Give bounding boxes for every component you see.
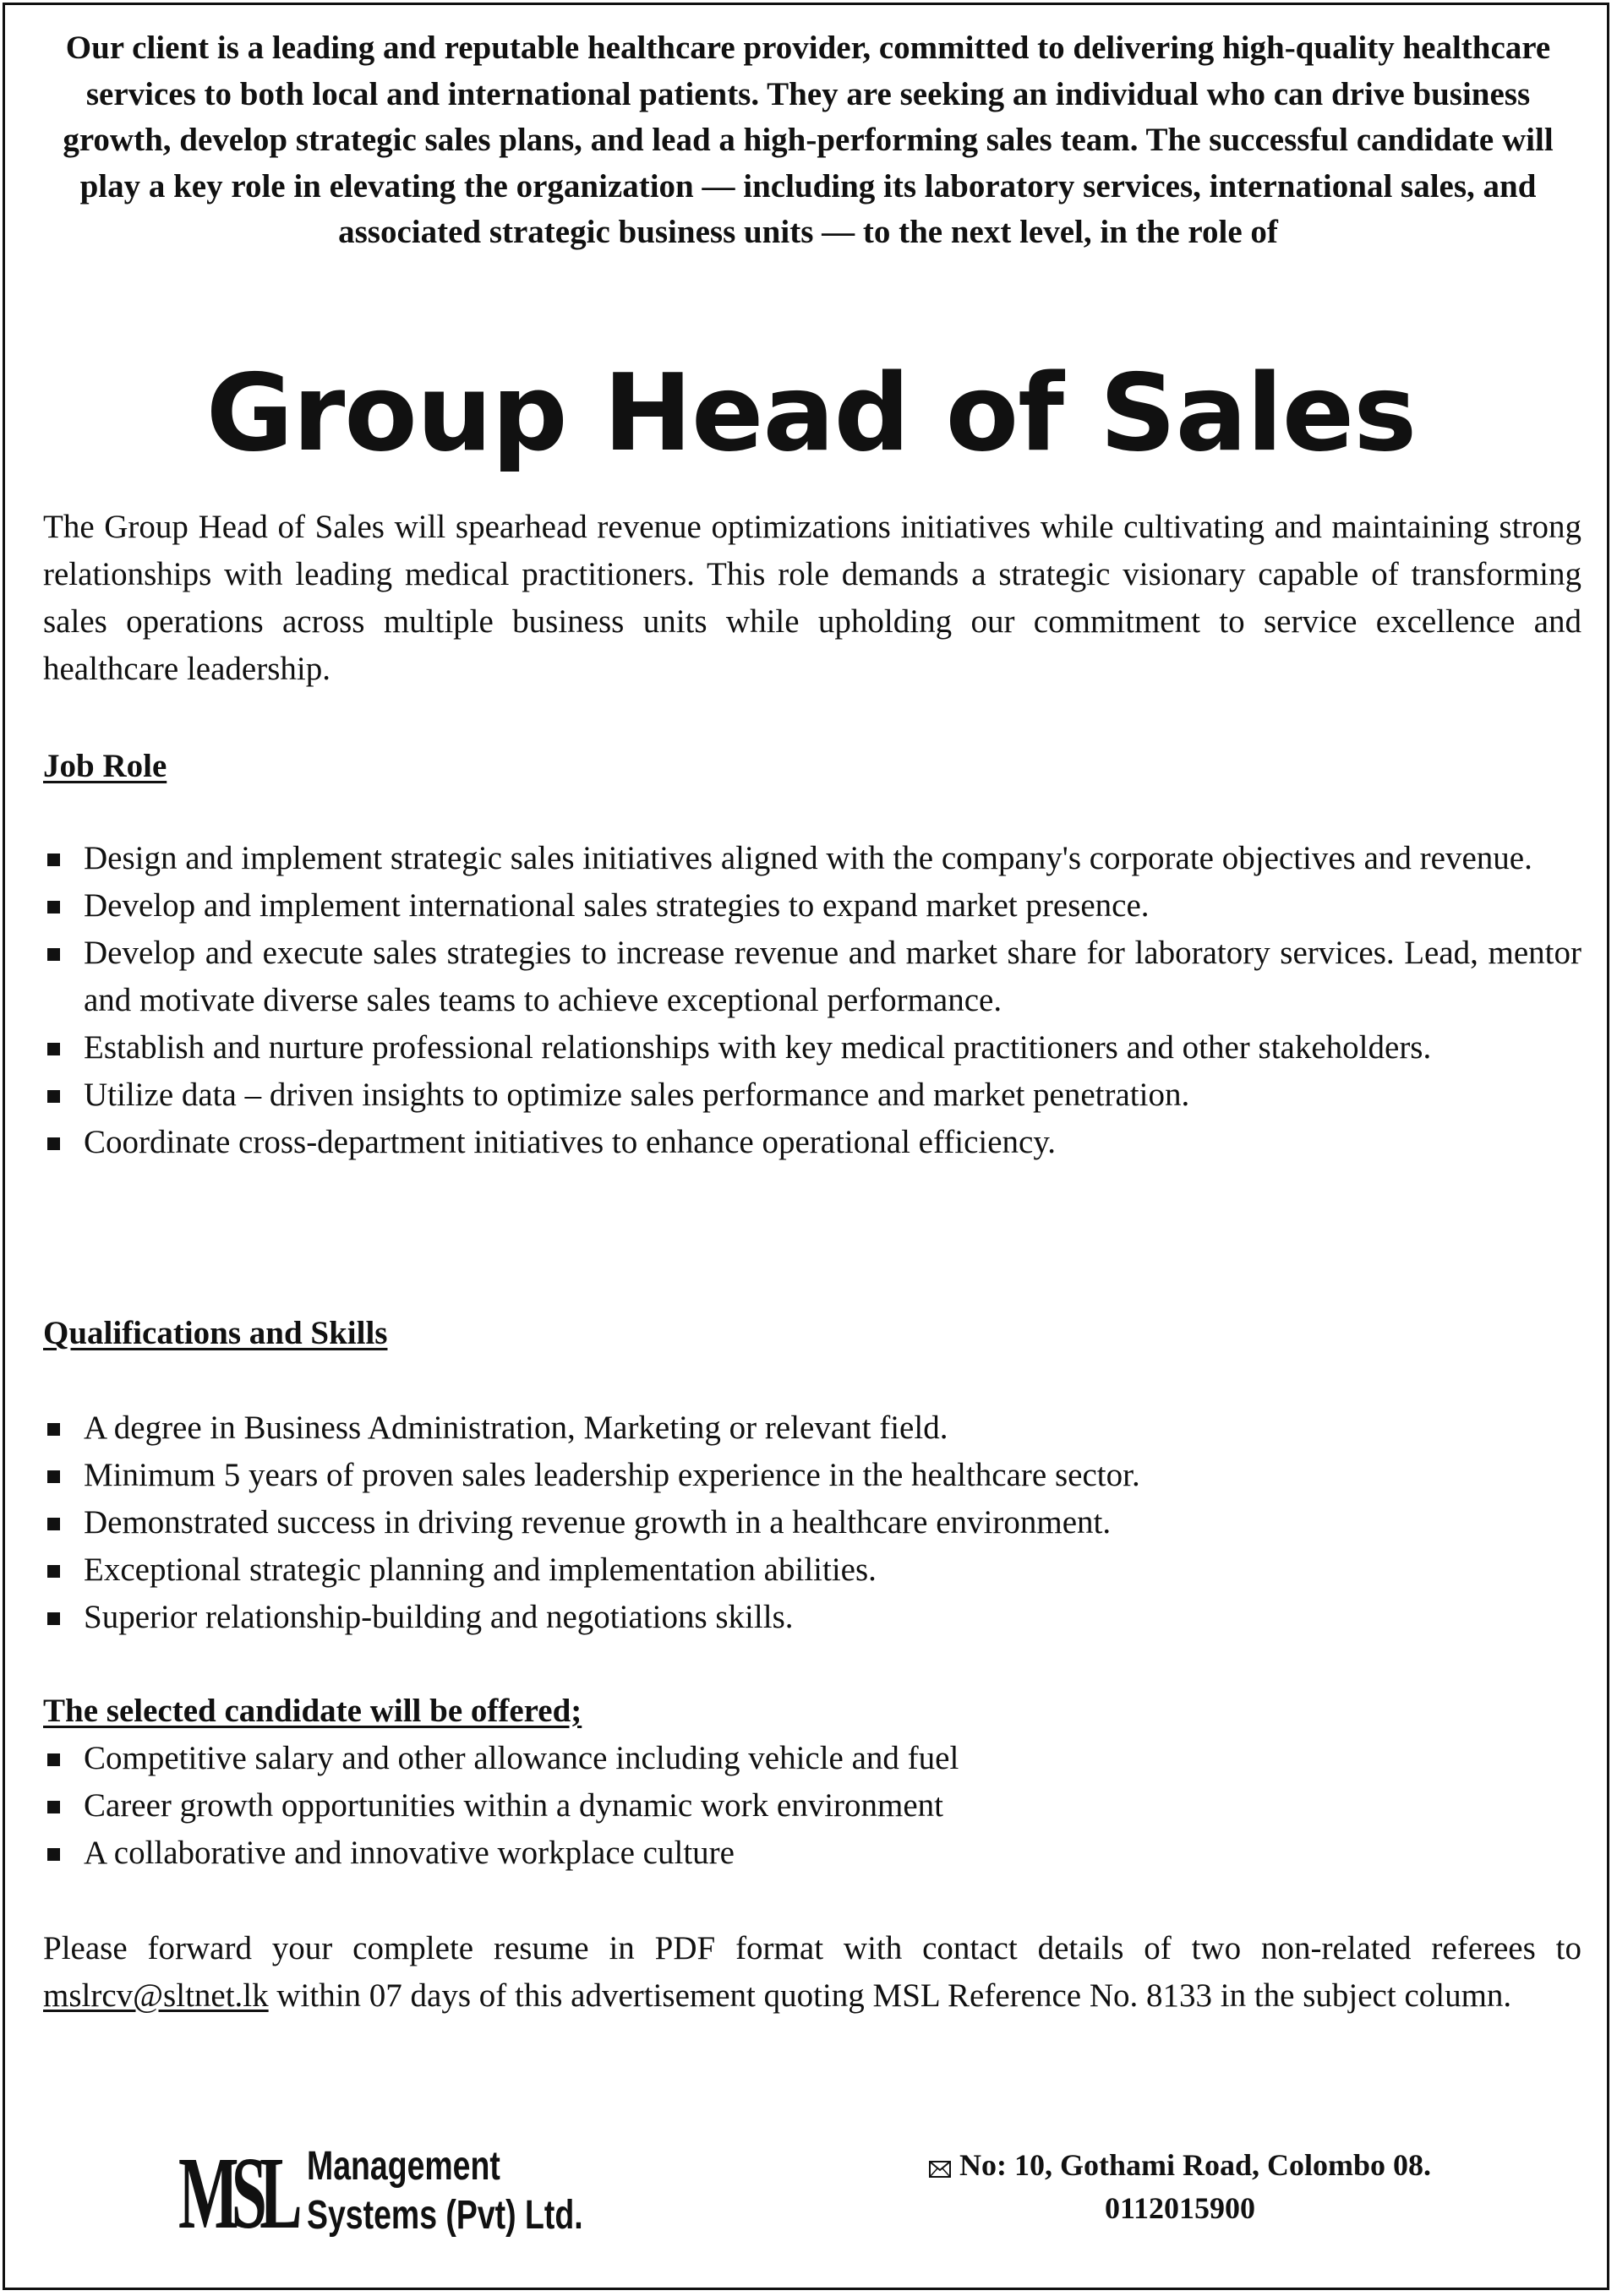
logo-mark: MSL [178, 2136, 295, 2250]
company-logo [178, 2136, 635, 2250]
bullet-square-icon [47, 948, 60, 961]
list-item: Demonstrated success in driving revenue growth in a healthcare environment. [43, 1499, 1581, 1546]
bullet-square-icon [47, 1043, 60, 1055]
qualifications-list [43, 1404, 1581, 1641]
intro-paragraph: Our client is a leading and reputable healthcare provider, committed to delivering high-quality healthcare services to both local and international patients. They are seeking an individual who can drive business growth, develop strategic sales plans, and lead a high-performing sales team. The successful candidate will play a key role in elevating the organization — including its laboratory services, international sales, and associated strategic business units — to the next level, in the role of [63, 30, 1554, 250]
contact-details [893, 2145, 1467, 2228]
qualifications-heading: Qualifications and Skills [43, 1315, 388, 1351]
bullet-square-icon [47, 1565, 60, 1578]
list-item: Design and implement strategic sales initiatives aligned with the company's corporate objectives and revenue. [43, 835, 1581, 882]
company-name: Management Systems (Pvt) Ltd. [307, 2144, 583, 2238]
bullet-square-icon [47, 1848, 60, 1861]
list-item: Minimum 5 years of proven sales leadership experience in the healthcare sector. [43, 1452, 1581, 1499]
bullet-square-icon [47, 1753, 60, 1766]
address: No: 10, Gothami Road, Colombo 08. [959, 2148, 1432, 2182]
offer-list [43, 1735, 1581, 1877]
role-summary: The Group Head of Sales will spearhead revenue optimizations initiatives while cultivating and maintaining strong relationships with leading medical practitioners. This role demands a strategic visionary capable of transforming sales operations across multiple business units while upholding our commitment to service excellence and healthcare leadership. [43, 509, 1581, 687]
list-item: Develop and execute sales strategies to increase revenue and market share for laboratory services. Lead, mentor and motivate diverse sales teams to achieve exceptional performance. [43, 930, 1581, 1024]
bullet-square-icon [47, 1470, 60, 1483]
list-item: Develop and implement international sales strategies to expand market presence. [43, 882, 1581, 930]
bullet-square-icon [47, 1612, 60, 1625]
list-item: A degree in Business Administration, Marketing or relevant field. [43, 1404, 1581, 1452]
bullet-square-icon [47, 901, 60, 913]
list-item: Superior relationship-building and negotiations skills. [43, 1594, 1581, 1641]
email-link[interactable]: mslrcv@sltnet.lk [43, 1977, 269, 2014]
job-role-heading: Job Role [43, 748, 167, 784]
list-item: Coordinate cross-department initiatives to enhance operational efficiency. [43, 1119, 1581, 1166]
list-item: Career growth opportunities within a dynamic work environment [43, 1782, 1581, 1830]
bullet-square-icon [47, 1137, 60, 1150]
bullet-square-icon [47, 1518, 60, 1530]
list-item: Competitive salary and other allowance including vehicle and fuel [43, 1735, 1581, 1782]
job-role-list [43, 835, 1581, 1166]
bullet-square-icon [47, 854, 60, 866]
application-instructions: Please forward your complete resume in PDF format with contact details of two non-related referees to mslrcv@sltnet.lk within 07 days of this advertisement quoting MSL Reference No. 8133 in the subject column. [43, 1930, 1581, 2014]
list-item: A collaborative and innovative workplace culture [43, 1830, 1581, 1877]
advertisement-frame [3, 3, 1609, 2290]
list-item: Utilize data – driven insights to optimize sales performance and market penetration. [43, 1072, 1581, 1119]
job-title: Group Head of Sales [205, 351, 1417, 475]
bullet-square-icon [47, 1801, 60, 1813]
envelope-icon [929, 2147, 951, 2188]
bullet-square-icon [47, 1090, 60, 1103]
offer-heading: The selected candidate will be offered; [43, 1693, 582, 1729]
list-item: Establish and nurture professional relationships with key medical practitioners and other stakeholders. [43, 1024, 1581, 1072]
phone-number: 0112015900 [1104, 2191, 1255, 2225]
bullet-square-icon [47, 1423, 60, 1436]
list-item: Exceptional strategic planning and implementation abilities. [43, 1546, 1581, 1594]
